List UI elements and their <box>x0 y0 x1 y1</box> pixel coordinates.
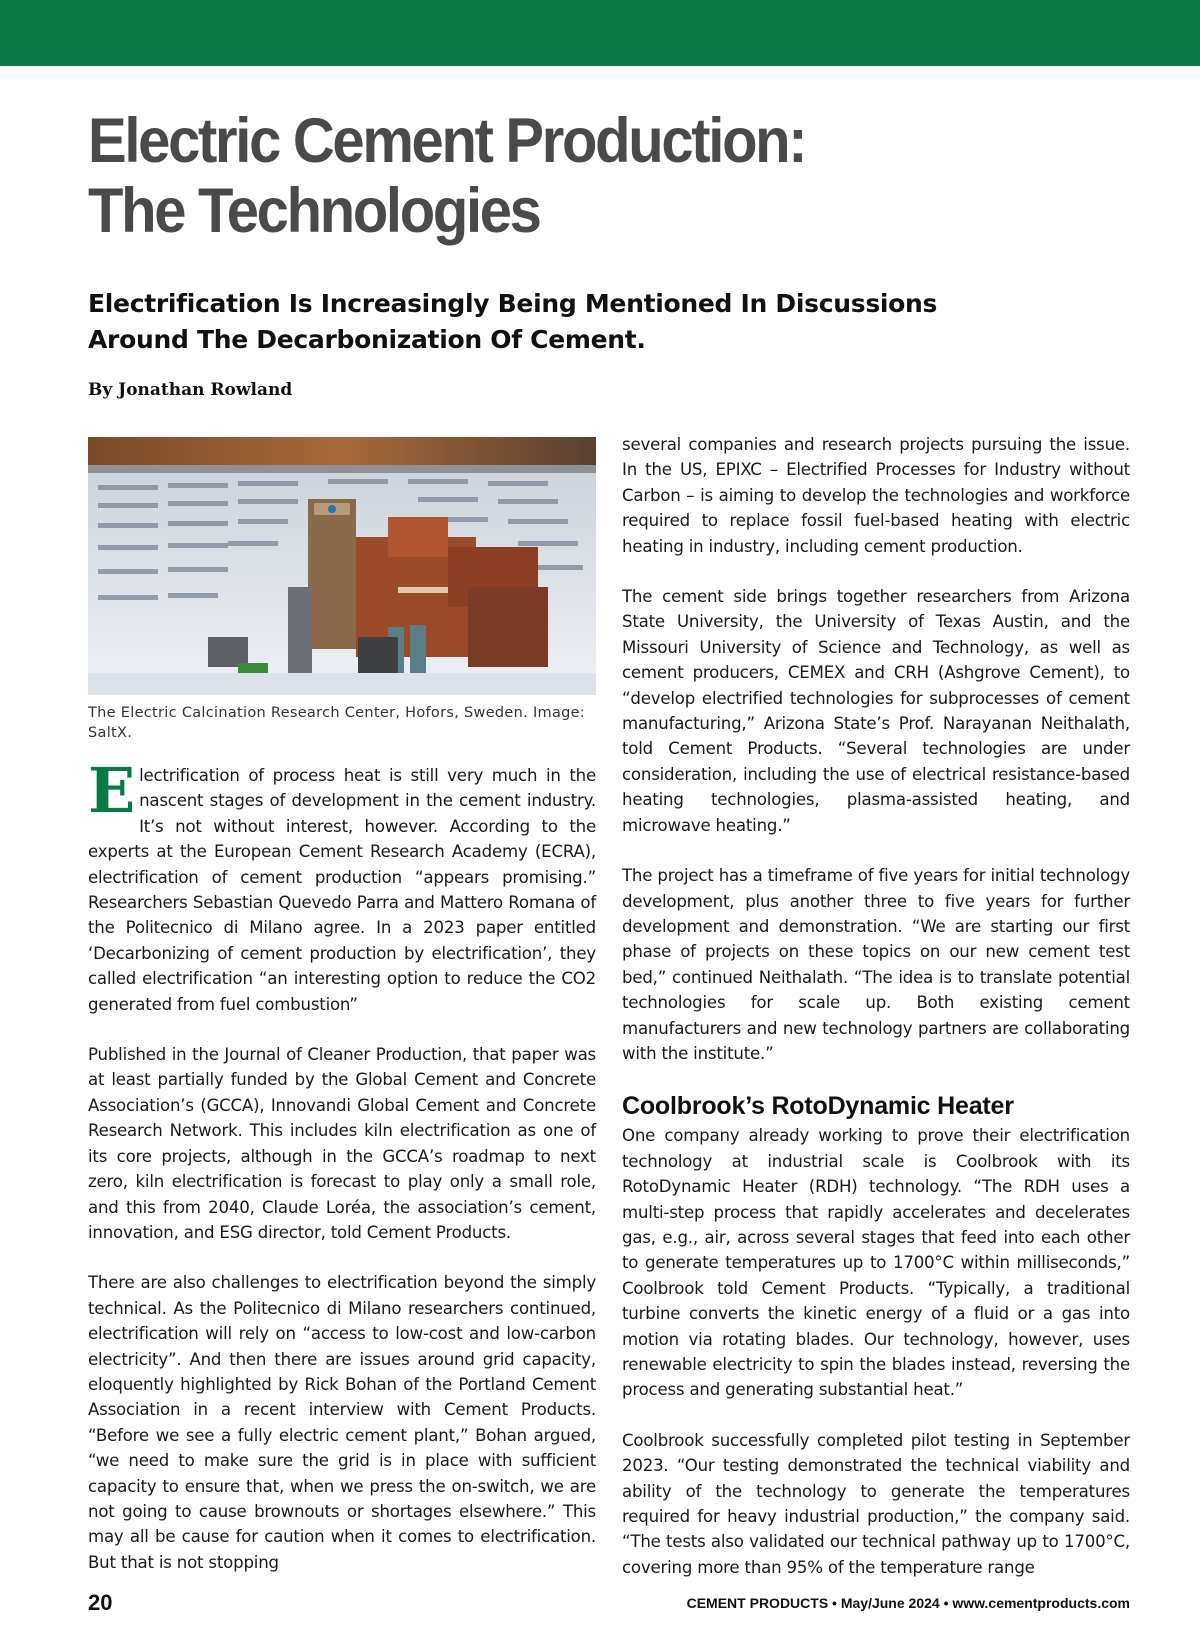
drop-cap: E <box>88 754 136 827</box>
paragraph: Published in the Journal of Cleaner Production, that paper was at least partially funded by the Global Cement and Concrete Association’s (GCCA), Innovandi Global Cement and Concrete Research Network. This includes kiln electrification as one of its core projects, although in the GCCA’s roadmap to next zero, kiln electrification is forecast to play only a small role, and this from 2040, Claude Loréa, the association’s cement, innovation, and ESG director, told Cement Products. <box>88 1045 596 1242</box>
header-bar <box>0 0 1200 66</box>
article-column-left <box>88 754 596 1600</box>
paragraph-intro-text: lectrification of process heat is still very much in the nascent stages of development in the cement industry. It’s not without interest, however. According to the experts at the European Cement Research Academy (ECRA), electrification of cement production “appears promising.” Researchers Sebastian Quevedo Parra and Mattero Romana of the Politecnico di Milano agree. In a 2023 paper entitled ‘Decarbonizing of cement production by electrification’, they called electrification “an interesting option to reduce the CO2 generated from fuel combustion” <box>88 766 596 1014</box>
byline: By Jonathan Rowland <box>88 380 293 400</box>
paragraph: The project has a timeframe of five years for initial technology development, plus another three to five years for further development and demonstration. “We are starting our first phase of projects on these topics on our new cement test bed,” continued Neithalath. “The idea is to translate potential technologies for scale up. Both existing cement manufacturers and new technology partners are collaborating with the institute.” <box>622 866 1130 1063</box>
paragraph: Coolbrook successfully completed pilot testing in September 2023. “Our testing demonstrated the technical viability and ability of the technology to generate the temperatures required for heavy industrial production,” the company said. “The tests also validated our technical pathway up to 1700°C, covering more than 95% of the temperature range <box>622 1430 1130 1577</box>
paragraph: several companies and research projects pursuing the issue. In the US, EPIXC – Electrified Processes for Industry without Carbon – is aiming to develop the technologies and workforce required to replace fossil fuel-based heating with electric heating in industry, including cement production. <box>622 435 1130 556</box>
article-title-line-2: The Technologies <box>88 176 540 246</box>
paragraph: There are also challenges to electrification beyond the simply technical. As the Politecnico di Milano researchers continued, electrification will rely on “access to low-cost and low-carbon electricity”. And then there are issues around grid capacity, eloquently highlighted by Rick Bohan of the Portland Cement Association in a recent interview with Cement Products. “Before we see a fully electric cement plant,” Bohan argued, “we need to make sure the grid is in place with sufficient capacity to ensure that, when we press the on-switch, we are not going to cause brownouts or shortages elsewhere.” This may all be cause for caution when it comes to electrification. But that is not stopping <box>88 1273 596 1572</box>
article-subtitle-line-2: Around The Decarbonization Of Cement. <box>88 325 646 354</box>
page-number: 20 <box>88 1590 113 1615</box>
publication-footer: CEMENT PRODUCTS • May/June 2024 • www.cementproducts.com <box>686 1595 1130 1611</box>
paragraph: The cement side brings together researchers from Arizona State University, the University of Texas Austin, and the Missouri University of Science and Technology, as well as cement producers, CEMEX and CRH (Ashgrove Cement), to “develop electrified technologies for subprocesses of cement manufacturing,” Arizona State’s Prof. Narayanan Neithalath, told Cement Products. “Several technologies are under consideration, including the use of electrical resistance-based heating technologies, plasma-assisted heating, and microwave heating.” <box>622 587 1130 835</box>
image-caption: The Electric Calcination Research Center, Hofors, Sweden. Image: SaltX. <box>88 705 586 741</box>
article-subtitle-line-1: Electrification Is Increasingly Being Mentioned In Discussions <box>88 289 938 318</box>
article-column-right <box>622 432 1130 1605</box>
paragraph: One company already working to prove their electrification technology at industrial scale is Coolbrook with its RotoDynamic Heater (RDH) technology. “The RDH uses a multi-step process that rapidly accelerates and decelerates gas, e.g., air, across several stages that feed into each other to generate temperatures up to 1700°C within milliseconds,” Coolbrook told Cement Products. “Typically, a traditional turbine converts the kinetic energy of a fluid or a gas into motion via rotating blades. Our technology, however, uses renewable electricity to spin the blades instead, reversing the process and generating substantial heat.” <box>622 1126 1130 1400</box>
article-subtitle <box>88 286 988 358</box>
article-photo <box>88 437 596 695</box>
article-title <box>88 106 916 246</box>
section-heading: Coolbrook’s RotoDynamic Heater <box>622 1092 1014 1121</box>
article-title-line-1: Electric Cement Production: <box>88 106 806 176</box>
paragraph-intro <box>88 754 596 1017</box>
